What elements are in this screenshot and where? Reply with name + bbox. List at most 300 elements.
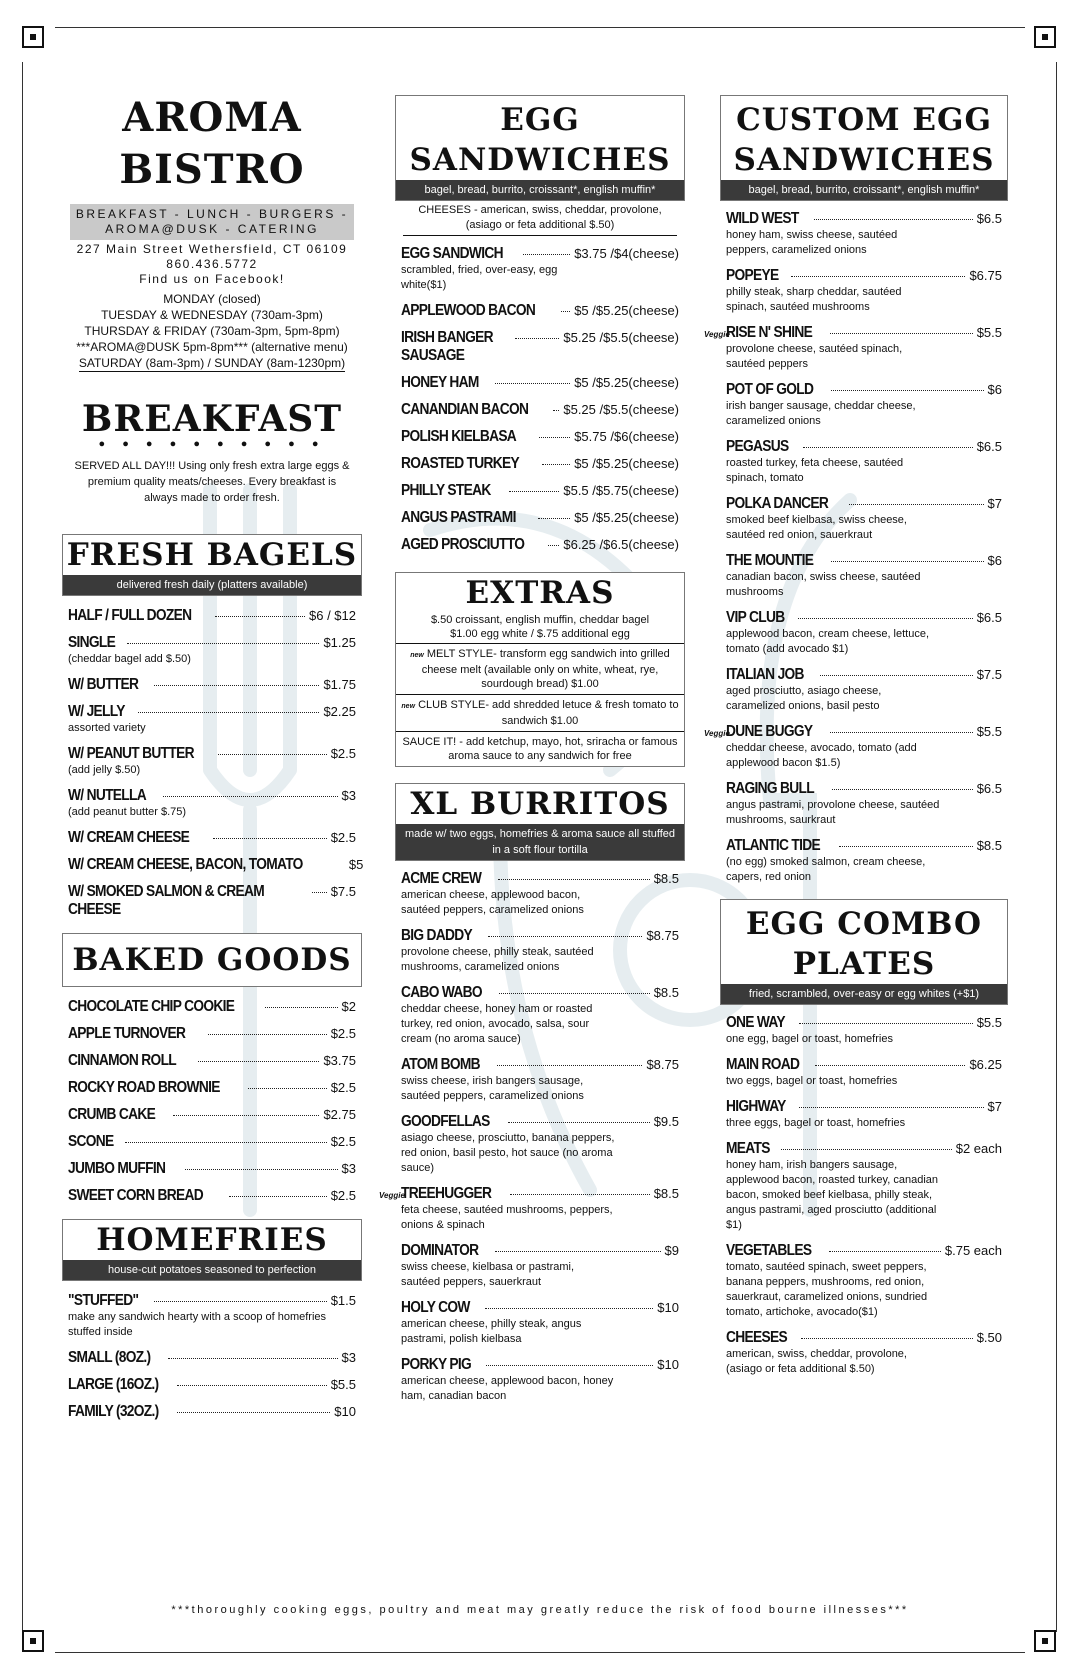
menu-item	[68, 1403, 356, 1421]
dot-leader	[515, 338, 559, 339]
item-name: DOMINATOR	[401, 1242, 479, 1259]
item-desc: american, swiss, cheddar, provolone, (asiago or feta additional $.50)	[726, 1348, 907, 1375]
xl-burritos-subtitle: made w/ two eggs, homefries & aroma sauce all stuffed in a soft flour tortilla	[396, 824, 684, 860]
item-desc: roasted turkey, feta cheese, sautéed spinach, tomato	[726, 457, 904, 484]
item-name: JUMBO MUFFIN	[68, 1160, 166, 1177]
item-desc: american cheese, applewood bacon, honey ham, canadian bacon	[401, 1375, 614, 1402]
dot-leader	[849, 504, 984, 505]
breakfast-heading: BREAKFAST	[81, 398, 343, 440]
item-name: ROCKY ROAD BROWNIE	[68, 1079, 220, 1096]
menu-item	[68, 1052, 356, 1070]
menu-item	[726, 1242, 1002, 1320]
breakfast-intro: SERVED ALL DAY!!! Using only fresh extra large eggs & premium quality meats/cheeses. Every breakfast is always made to order fresh.	[74, 460, 350, 504]
item-price: $5.5	[976, 1015, 1002, 1030]
item-name: TREEHUGGER	[401, 1185, 492, 1202]
custom-egg-subtitle: bagel, bread, burrito, croissant*, english muffin*	[721, 180, 1007, 200]
item-desc: (no egg) smoked salmon, cream cheese, capers, red onion	[726, 856, 926, 883]
item-price: $8.5	[653, 871, 679, 886]
dot-leader	[185, 1169, 337, 1170]
item-price: $2.75	[323, 1107, 356, 1122]
menu-item	[726, 1140, 1002, 1233]
hours-line: SATURDAY (8am-3pm) / SUNDAY (8am-1230pm)	[78, 356, 346, 370]
item-name: ROASTED TURKEY	[401, 455, 520, 472]
cheese-options: CHEESES - american, swiss, cheddar, provolone, (asiago or feta additional $.50)	[403, 201, 677, 236]
dot-leader	[538, 518, 570, 519]
dot-leader	[173, 1115, 319, 1116]
menu-item	[401, 927, 679, 975]
item-price: $1.5	[330, 1293, 356, 1308]
item-price: $1.25	[323, 635, 356, 650]
menu-item	[68, 1349, 356, 1367]
item-name: ONE WAY	[726, 1014, 785, 1031]
item-name: BIG DADDY	[401, 927, 473, 944]
frame-top-line	[55, 27, 1025, 28]
item-desc: (cheddar bagel add $.50)	[68, 653, 191, 665]
item-price: $5.5 /$5.75(cheese)	[563, 483, 679, 498]
menu-item	[401, 1056, 679, 1104]
brand-logo	[62, 92, 362, 196]
menu-item	[68, 676, 356, 694]
item-price: $2	[341, 999, 356, 1014]
new-badge-icon: new	[410, 652, 424, 659]
dot-leader	[208, 1034, 326, 1035]
club-style	[396, 694, 684, 731]
item-name: POPEYE	[726, 267, 779, 284]
item-price: $3.75 /$4(cheese)	[574, 246, 679, 261]
item-desc: philly steak, sharp cheddar, sautéed spinach, sautéed mushrooms	[726, 286, 902, 313]
item-desc: aged prosciutto, asiago cheese, caramelized onions, basil pesto	[726, 685, 882, 712]
dot-leader	[799, 1107, 983, 1108]
menu-item	[726, 666, 1002, 714]
menu-item	[401, 870, 679, 918]
item-price: $6.75	[969, 268, 1002, 283]
menu-item	[401, 374, 679, 392]
fresh-bagels-box	[62, 534, 362, 596]
item-price: $5 /$5.25(cheese)	[574, 375, 679, 390]
item-price: $8.75	[646, 1057, 679, 1072]
item-desc: swiss cheese, kielbasa or pastrami, sautéed peppers, sauerkraut	[401, 1261, 575, 1288]
item-price: $5.25 /$5.5(cheese)	[563, 402, 679, 417]
menu-item	[68, 607, 356, 625]
dot-leader	[832, 789, 972, 790]
item-price: $7.5	[976, 667, 1002, 682]
item-price: $2.5	[330, 1080, 356, 1095]
phone: 860.436.5772	[166, 257, 258, 271]
dot-leader	[488, 936, 643, 937]
item-desc: assorted variety	[68, 722, 146, 734]
item-price: $2 each	[955, 1141, 1002, 1156]
menu-item	[401, 1242, 679, 1290]
item-name: ATOM BOMB	[401, 1056, 480, 1073]
item-price: $5 /$5.25(cheese)	[574, 303, 679, 318]
xl-burritos-title: XL BURRITOS	[410, 786, 670, 822]
right-column	[704, 95, 1008, 1377]
new-badge-icon: new	[401, 703, 416, 710]
dot-leader	[312, 892, 327, 893]
item-name: CHOCOLATE CHIP COOKIE	[68, 998, 235, 1015]
item-price: $2.5	[330, 1188, 356, 1203]
menu-item	[401, 455, 679, 473]
menu-item	[401, 401, 679, 419]
menu-item	[68, 856, 364, 874]
egg-sandwiches-title-2: SANDWICHES	[409, 142, 671, 178]
item-desc: irish banger sausage, cheddar cheese, caramelized onions	[726, 400, 916, 427]
item-desc: swiss cheese, irish bangers sausage, sautéed peppers, caramelized onions	[401, 1075, 584, 1102]
dot-leader	[553, 410, 559, 411]
dot-leader	[215, 616, 305, 617]
item-name: ATLANTIC TIDE	[726, 837, 820, 854]
menu-item	[401, 509, 679, 527]
corner-mark-icon	[22, 1630, 44, 1652]
hours-line: ***AROMA@DUSK 5pm-8pm*** (alternative menu)	[76, 340, 348, 354]
brand-line-1: AROMA	[122, 94, 302, 141]
item-desc: angus pastrami, provolone cheese, sautéed mushrooms, saurkraut	[726, 799, 940, 826]
extras-box	[395, 572, 685, 767]
left-column	[62, 92, 362, 1421]
menu-item	[68, 1133, 356, 1151]
item-desc: one egg, bagel or toast, homefries	[726, 1033, 893, 1045]
item-desc: canadian bacon, swiss cheese, sautéed mushrooms	[726, 571, 921, 598]
hours-line: MONDAY (closed)	[163, 292, 261, 306]
item-name: EGG SANDWICH	[401, 245, 503, 262]
homefries-box	[62, 1219, 362, 1281]
egg-combo-title-1: EGG COMBO	[745, 906, 983, 942]
item-price: $8.5	[976, 838, 1002, 853]
dot-leader	[830, 333, 973, 334]
menu-item	[379, 1185, 679, 1233]
veggie-badge-icon: Veggie	[379, 1191, 405, 1200]
item-name: CINNAMON ROLL	[68, 1052, 177, 1069]
item-name: "STUFFED"	[68, 1292, 139, 1309]
xl-burritos-list	[379, 870, 685, 1404]
baked-goods-title: BAKED GOODS	[72, 942, 352, 978]
item-price: $10	[657, 1357, 679, 1372]
dot-leader	[820, 675, 972, 676]
club-style-text: CLUB STYLE- add shredded letuce & fresh tomato to sandwich $1.00	[418, 699, 679, 727]
menu-item	[726, 267, 1002, 315]
item-desc: tomato, sautéed spinach, sweet peppers, banana peppers, mushrooms, red onion, sauerkraut, caramelized onions, sundried tomato, artichoke, avocado($1)	[726, 1261, 928, 1318]
dot-leader	[168, 1358, 338, 1359]
item-name: IRISH BANGER SAUSAGE	[401, 329, 493, 364]
item-desc: make any sandwich hearty with a scoop of homefries stuffed inside	[68, 1311, 327, 1338]
melt-style-text: MELT STYLE- transform egg sandwich into grilled cheese melt (available only on white, wheat, rye, sourdough bread) $1.00	[421, 648, 670, 690]
item-name: SMALL (8OZ.)	[68, 1349, 151, 1366]
item-price: $3	[341, 1161, 356, 1176]
item-name: W/ NUTELLA	[68, 787, 146, 804]
dot-leader	[486, 1365, 653, 1366]
item-name: W/ SMOKED SALMON & CREAM CHEESE	[68, 883, 264, 918]
menu-item	[726, 1329, 1002, 1377]
dot-leader	[548, 545, 559, 546]
item-price: $6	[987, 553, 1002, 568]
dot-leader	[154, 685, 320, 686]
item-price: $2.5	[330, 830, 356, 845]
item-name: HALF / FULL DOZEN	[68, 607, 192, 624]
item-name: W/ CREAM CHEESE	[68, 829, 190, 846]
dot-leader	[498, 879, 649, 880]
item-name: SCONE	[68, 1133, 114, 1150]
item-name: THE MOUNTIE	[726, 552, 814, 569]
item-price: $6.5	[976, 211, 1002, 226]
dot-leader	[509, 491, 559, 492]
hours-line: TUESDAY & WEDNESDAY (730am-3pm)	[101, 308, 323, 322]
hours-block	[74, 291, 350, 372]
fresh-bagels-subtitle: delivered fresh daily (platters available)	[63, 575, 361, 595]
item-price: $8.5	[653, 985, 679, 1000]
item-name: LARGE (16OZ.)	[68, 1376, 159, 1393]
sauce-it: SAUCE IT! - add ketchup, mayo, hot, sriracha or famous aroma sauce to any sandwich for free	[396, 731, 684, 766]
dot-leader	[248, 1088, 326, 1089]
item-price: $6	[987, 382, 1002, 397]
dot-leader	[801, 1338, 973, 1339]
item-desc: (add jelly $.50)	[68, 764, 141, 776]
baked-goods-box	[62, 933, 362, 987]
egg-combo-title-2: PLATES	[792, 946, 936, 982]
extras-title: EXTRAS	[465, 575, 615, 611]
homefries-title: HOMEFRIES	[96, 1222, 328, 1258]
menu-item	[68, 1079, 356, 1097]
item-desc: three eggs, bagel or toast, homefries	[726, 1117, 906, 1129]
menu-item	[68, 1187, 356, 1205]
item-price: $7	[987, 496, 1002, 511]
dot-leader	[542, 464, 570, 465]
menu-item	[401, 1113, 679, 1176]
item-price: $6.5	[976, 610, 1002, 625]
item-name: PEGASUS	[726, 438, 789, 455]
menu-item	[68, 829, 356, 847]
dot-leader	[508, 1122, 650, 1123]
menu-item	[68, 1292, 356, 1340]
item-name: POLISH KIELBASA	[401, 428, 517, 445]
item-name: CABO WABO	[401, 984, 482, 1001]
item-price: $3	[341, 788, 356, 803]
item-desc: feta cheese, sautéed mushrooms, peppers, onions & spinach	[401, 1204, 613, 1231]
egg-sandwiches-subtitle: bagel, bread, burrito, croissant*, english muffin*	[396, 180, 684, 200]
item-desc: honey ham, swiss cheese, sautéed peppers, caramelized onions	[726, 229, 898, 256]
dot-leader	[561, 311, 570, 312]
menu-item	[401, 302, 679, 320]
egg-sandwiches-title-1: EGG	[500, 102, 580, 138]
item-name: HIGHWAY	[726, 1098, 786, 1115]
menu-item	[726, 1014, 1002, 1047]
homefries-subtitle: house-cut potatoes seasoned to perfection	[63, 1260, 361, 1280]
menu-item	[68, 703, 356, 736]
menu-item	[726, 381, 1002, 429]
item-price: $6.5	[976, 439, 1002, 454]
item-name: W/ CREAM CHEESE, BACON, TOMATO	[68, 856, 303, 873]
item-price: $5.25 /$5.5(cheese)	[563, 330, 679, 345]
address: 227 Main Street Wethersfield, CT 06109	[76, 242, 348, 256]
item-price: $5.5	[330, 1377, 356, 1392]
item-name: WILD WEST	[726, 210, 799, 227]
veggie-badge-icon: Veggie	[704, 729, 730, 738]
item-name: VEGETABLES	[726, 1242, 812, 1259]
dot-leader	[154, 1301, 327, 1302]
item-desc: (add peanut butter $.75)	[68, 806, 187, 818]
corner-mark-icon	[22, 26, 44, 48]
extras-line: $1.00 egg white / $.75 additional egg	[450, 628, 630, 640]
frame-left-line	[22, 62, 23, 1632]
item-name: SWEET CORN BREAD	[68, 1187, 204, 1204]
item-name: VIP CLUB	[726, 609, 785, 626]
middle-column	[379, 95, 685, 1404]
item-name: W/ BUTTER	[68, 676, 139, 693]
brand-line-2: BISTRO	[119, 146, 305, 193]
item-price: $8.75	[646, 928, 679, 943]
item-desc: smoked beef kielbasa, swiss cheese, sautéed red onion, sauerkraut	[726, 514, 907, 541]
menu-item	[726, 609, 1002, 657]
dot-leader	[523, 254, 570, 255]
menu-item	[68, 1106, 356, 1124]
dot-leader	[177, 1385, 327, 1386]
item-price: $6.25	[969, 1057, 1002, 1072]
dot-leader	[539, 437, 570, 438]
menu-item	[726, 210, 1002, 258]
menu-item	[726, 438, 1002, 486]
dot-leader	[815, 1065, 965, 1066]
corner-mark-icon	[1034, 1630, 1056, 1652]
corner-mark-icon	[1034, 26, 1056, 48]
frame-bottom-line	[55, 1652, 1025, 1653]
dot-leader	[229, 1196, 327, 1197]
egg-sandwiches-box	[395, 95, 685, 201]
hours-line: THURSDAY & FRIDAY (730am-3pm, 5pm-8pm)	[84, 324, 340, 338]
dot-leader	[497, 1065, 643, 1066]
item-price: $3.75	[323, 1053, 356, 1068]
custom-egg-title-2: SANDWICHES	[733, 142, 995, 178]
menu-item	[401, 245, 679, 293]
menu-item	[726, 780, 1002, 828]
dot-leader	[499, 993, 650, 994]
menu-item	[726, 552, 1002, 600]
item-price: $7.5	[330, 884, 356, 899]
menu-item	[68, 998, 356, 1016]
menu-item	[726, 1098, 1002, 1131]
item-price: $8.5	[653, 1186, 679, 1201]
item-name: HOLY COW	[401, 1299, 470, 1316]
item-desc: honey ham, irish bangers sausage, applewood bacon, roasted turkey, canadian bacon, smoked beef kielbasa, philly steak, angus pastrami, aged prosciutto (additional $1)	[726, 1159, 938, 1231]
fresh-bagels-title: FRESH BAGELS	[66, 537, 358, 573]
item-name: SINGLE	[68, 634, 116, 651]
item-name: POLKA DANCER	[726, 495, 829, 512]
item-name: APPLEWOOD BACON	[401, 302, 536, 319]
item-name: AGED PROSCIUTTO	[401, 536, 525, 553]
dot-leader	[814, 219, 972, 220]
egg-combo-subtitle: fried, scrambled, over-easy or egg whites (+$1)	[721, 984, 1007, 1004]
menu-item	[401, 536, 679, 554]
item-name: CHEESES	[726, 1329, 787, 1346]
item-price: $9.5	[653, 1114, 679, 1129]
facebook-note: Find us on Facebook!	[139, 272, 285, 286]
item-name: W/ JELLY	[68, 703, 125, 720]
item-desc: provolone cheese, philly steak, sautéed mushrooms, caramelized onions	[401, 946, 594, 973]
item-desc: asiago cheese, prosciutto, banana peppers, red onion, basil pesto, hot sauce (no aroma sauce)	[401, 1132, 615, 1174]
item-price: $2.25	[323, 704, 356, 719]
item-name: ANGUS PASTRAMI	[401, 509, 516, 526]
egg-combo-list	[720, 1014, 1008, 1377]
dot-leader	[799, 1023, 973, 1024]
item-price: $1.75	[323, 677, 356, 692]
item-name: PORKY PIG	[401, 1356, 472, 1373]
dot-leader	[495, 383, 570, 384]
menu-item	[401, 428, 679, 446]
item-desc: scrambled, fried, over-easy, egg white($1)	[401, 264, 558, 291]
menu-item	[401, 984, 679, 1047]
item-name: MEATS	[726, 1140, 770, 1157]
item-desc: applewood bacon, cream cheese, lettuce, tomato (add avocado $1)	[726, 628, 930, 655]
baked-goods-list	[62, 987, 362, 1205]
dot-leader	[831, 390, 983, 391]
menu-item	[401, 1356, 679, 1404]
egg-combo-box	[720, 899, 1008, 1005]
dot-leader	[781, 1149, 952, 1150]
item-desc: cheddar cheese, honey ham or roasted turkey, red onion, avocado, salsa, sour cream (no aroma sauce)	[401, 1003, 593, 1045]
item-price: $10	[334, 1404, 356, 1419]
homefries-list	[62, 1281, 362, 1421]
item-price: $5 /$5.25(cheese)	[574, 456, 679, 471]
menu-item	[704, 324, 1002, 372]
xl-burritos-box	[395, 783, 685, 861]
item-price: $.75 each	[944, 1243, 1002, 1258]
veggie-badge-icon: Veggie	[704, 330, 730, 339]
egg-sandwiches-list	[395, 245, 685, 554]
menu-item	[68, 883, 356, 919]
extras-body	[396, 613, 684, 766]
dot-leader	[803, 447, 973, 448]
dot-leader	[839, 846, 972, 847]
item-name: ITALIAN JOB	[726, 666, 804, 683]
item-desc: american cheese, applewood bacon, sautéed peppers, caramelized onions	[401, 889, 584, 916]
item-name: RAGING BULL	[726, 780, 814, 797]
dot-leader	[213, 838, 327, 839]
menu-item	[726, 495, 1002, 543]
dot-leader	[198, 1061, 320, 1062]
extras-line: $.50 croissant, english muffin, cheddar bagel	[430, 614, 650, 626]
item-price: $6 / $12	[309, 608, 356, 623]
custom-egg-box	[720, 95, 1008, 201]
menu-item	[68, 745, 356, 778]
menu-item	[401, 482, 679, 500]
dot-leader	[163, 796, 338, 797]
item-price: $2.5	[330, 746, 356, 761]
item-price: $6.25 /$6.5(cheese)	[563, 537, 679, 552]
menu-item	[68, 1160, 356, 1178]
item-price: $6.5	[976, 781, 1002, 796]
dot-leader	[495, 1251, 661, 1252]
item-price: $.50	[976, 1330, 1002, 1345]
item-price: $2.5	[330, 1134, 356, 1149]
custom-egg-title-1: CUSTOM EGG	[736, 102, 992, 138]
item-name: CRUMB CAKE	[68, 1106, 156, 1123]
menu-item	[68, 1376, 356, 1394]
item-price: $5.5	[976, 724, 1002, 739]
breakfast-dots: ● ● ● ● ● ● ● ● ● ●	[98, 438, 326, 450]
menu-item	[401, 1299, 679, 1347]
menu-item	[68, 634, 356, 667]
item-price: $10	[657, 1300, 679, 1315]
item-desc: cheddar cheese, avocado, tomato (add applewood bacon $1.5)	[726, 742, 917, 769]
brand-tagline: BREAKFAST - LUNCH - BURGERS - AROMA@DUSK - CATERING	[70, 204, 354, 240]
dot-leader	[798, 618, 973, 619]
item-desc: american cheese, philly steak, angus pastrami, polish kielbasa	[401, 1318, 582, 1345]
item-name: ACME CREW	[401, 870, 482, 887]
item-name: POT OF GOLD	[726, 381, 814, 398]
item-price: $5.75 /$6(cheese)	[574, 429, 679, 444]
dot-leader	[830, 732, 972, 733]
dot-leader	[177, 1412, 330, 1413]
dot-leader	[485, 1308, 653, 1309]
menu-item	[726, 837, 1002, 885]
